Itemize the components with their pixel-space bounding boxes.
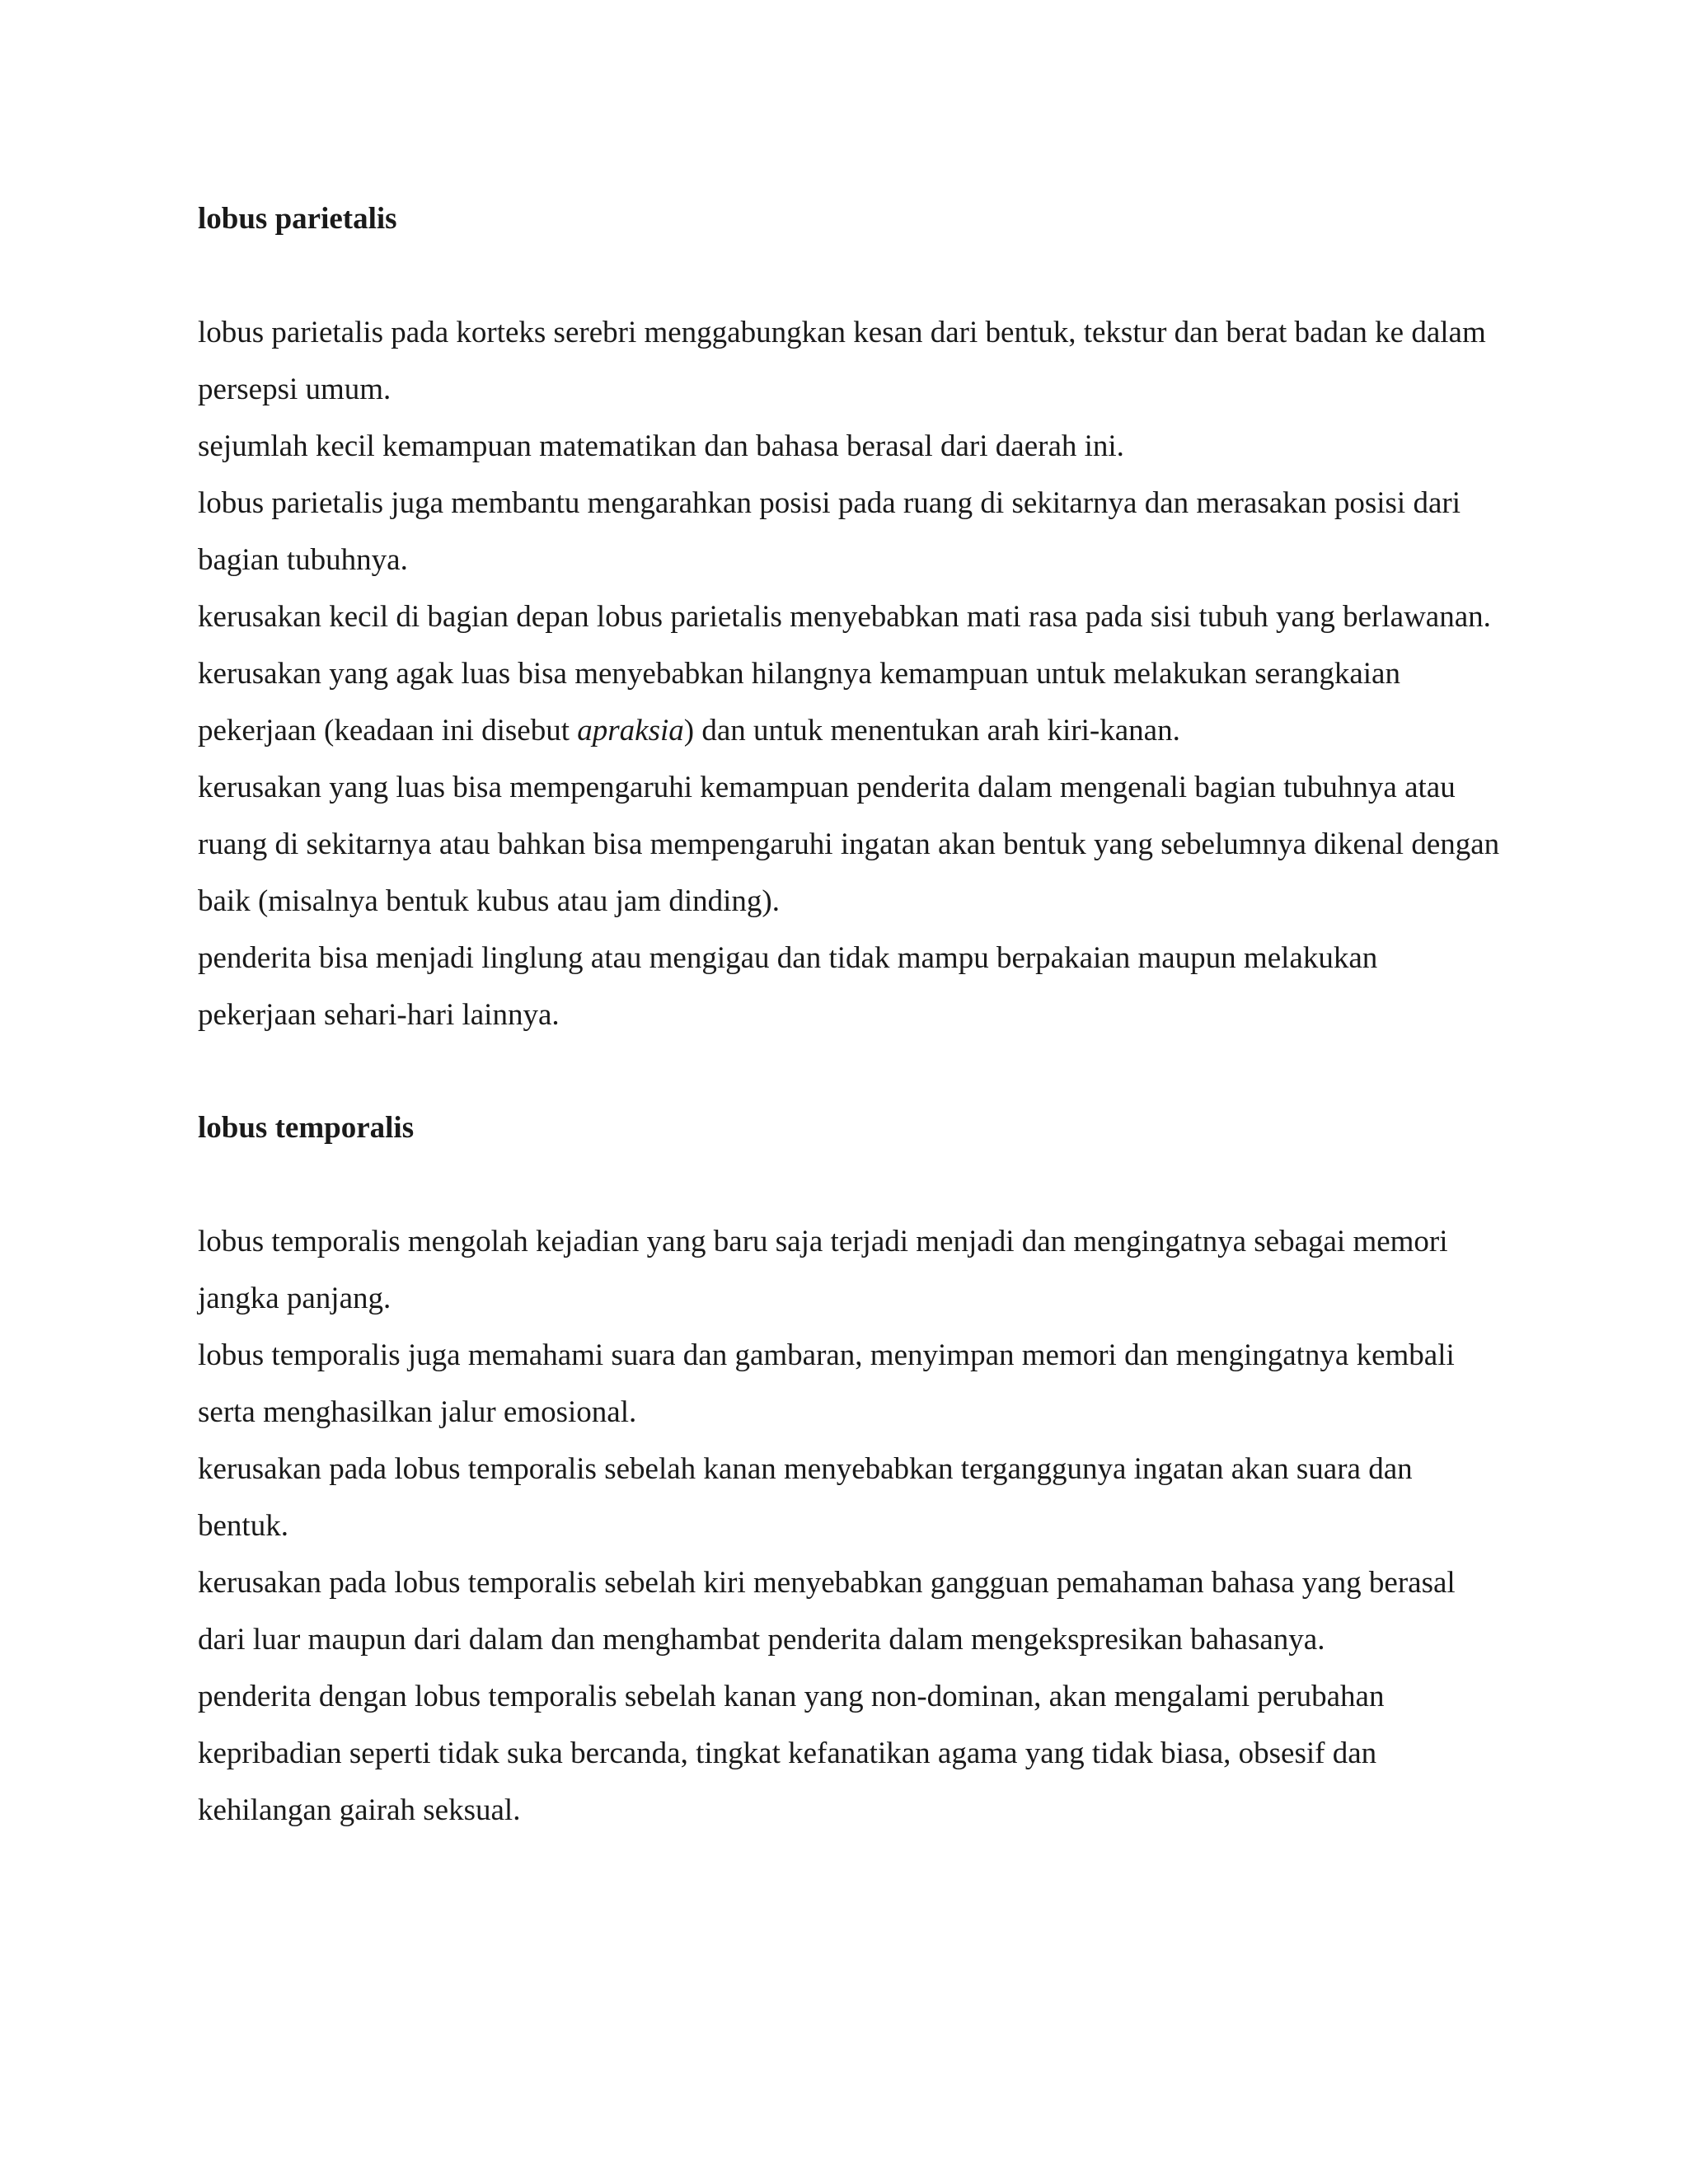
paragraph: sejumlah kecil kemampuan matematikan dan bahasa berasal dari daerah ini.: [198, 429, 1124, 463]
spacer: [198, 247, 1500, 304]
section-heading: lobus temporalis: [198, 1111, 415, 1145]
paragraph-text: kerusakan yang agak luas bisa menyebabkan hilangnya kemampuan untuk melakukan serangkaian pekerjaan (keadaan ini disebut: [198, 657, 1400, 748]
document-body: [198, 191, 1500, 1839]
paragraph: lobus parietalis pada korteks serebri menggabungkan kesan dari bentuk, tekstur dan berat badan ke dalam persepsi umum.: [198, 316, 1486, 406]
paragraph: kerusakan pada lobus temporalis sebelah kanan menyebabkan terganggunya ingatan akan suara dan bentuk.: [198, 1452, 1413, 1543]
section-heading: lobus parietalis: [198, 202, 397, 236]
paragraph: kerusakan yang luas bisa mempengaruhi kemampuan penderita dalam mengenali bagian tubuhnya atau ruang di sekitarnya atau bahkan bisa mempengaruhi ingatan akan bentuk yang sebelumnya dikenal dengan baik (misalnya bentuk kubus atau jam dinding).: [198, 771, 1500, 918]
paragraph: lobus temporalis mengolah kejadian yang baru saja terjadi menjadi dan mengingatnya sebagai memori jangka panjang.: [198, 1225, 1448, 1315]
paragraph: lobus temporalis juga memahami suara dan gambaran, menyimpan memori dan mengingatnya kembali serta menghasilkan jalur emosional.: [198, 1338, 1455, 1429]
paragraph: penderita bisa menjadi linglung atau mengigau dan tidak mampu berpakaian maupun melakukan pekerjaan sehari-hari lainnya.: [198, 941, 1378, 1032]
paragraph-apraksia: [198, 645, 1500, 759]
spacer: [198, 1156, 1500, 1213]
italic-term: apraksia: [577, 714, 684, 748]
section-lobus-parietalis: [198, 191, 1500, 1043]
section-lobus-temporalis: [198, 1100, 1500, 1839]
paragraph: penderita dengan lobus temporalis sebelah kanan yang non-dominan, akan mengalami perubahan kepribadian seperti tidak suka bercanda, tingkat kefanatikan agama yang tidak biasa, obsesif dan kehilangan gairah seksual.: [198, 1680, 1385, 1827]
paragraph: kerusakan kecil di bagian depan lobus parietalis menyebabkan mati rasa pada sisi tubuh yang berlawanan.: [198, 600, 1491, 634]
spacer: [198, 1043, 1500, 1100]
paragraph: lobus parietalis juga membantu mengarahkan posisi pada ruang di sekitarnya dan merasakan posisi dari bagian tubuhnya.: [198, 486, 1461, 577]
paragraph: kerusakan pada lobus temporalis sebelah kiri menyebabkan gangguan pemahaman bahasa yang berasal dari luar maupun dari dalam dan menghambat penderita dalam mengekspresikan bahasanya.: [198, 1566, 1456, 1657]
paragraph-text: ) dan untuk menentukan arah kiri-kanan.: [683, 714, 1180, 748]
